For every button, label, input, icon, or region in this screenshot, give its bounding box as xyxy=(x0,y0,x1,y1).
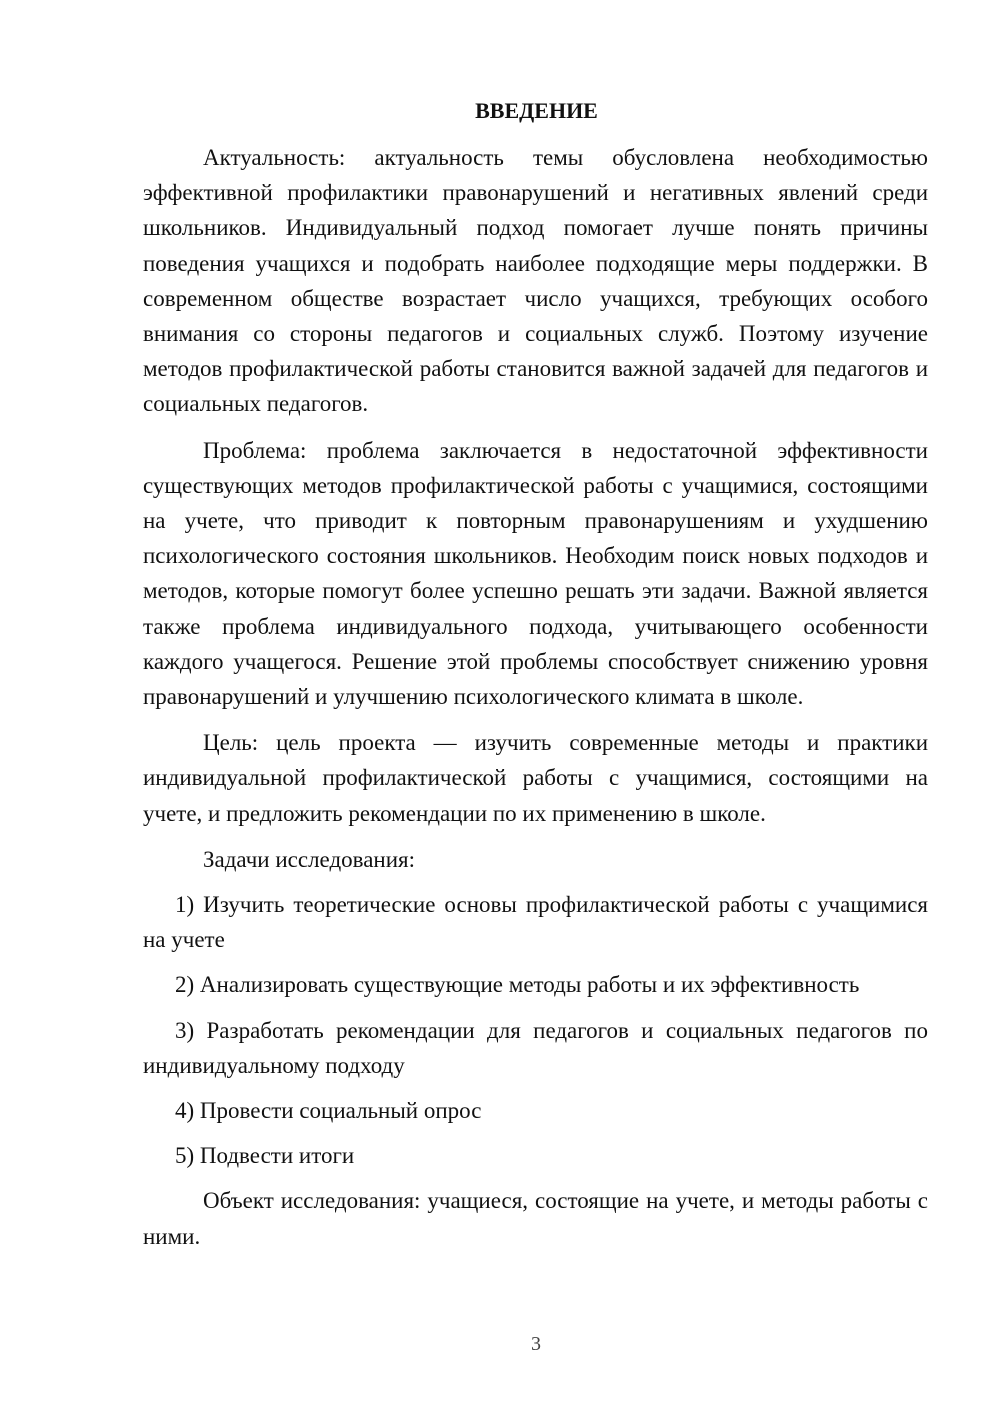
relevance-paragraph: Актуальность: актуальность темы обусловлена необходимостью эффективной профилактики правонарушений и негативных явлений среди школьников. Индивидуальный подход помогает лучше понять причины поведения учащихся и подобрать наиболее подходящие меры поддержки. В современном обществе возрастает число учащихся, требующих особого внимания со стороны педагогов и социальных служб. Поэтому изучение методов профилактической работы становится важной задачей для педагогов и социальных педагогов. xyxy=(143,145,928,417)
object-paragraph: Объект исследования: учащиеся, состоящие на учете, и методы работы с ними. xyxy=(143,1188,928,1249)
task-item: 4) Провести социальный опрос xyxy=(175,1098,482,1124)
problem-paragraph: Проблема: проблема заключается в недостаточной эффективности существующих методов профилактической работы с учащимися, состоящими на учете, что приводит к повторным правонарушениям и ухудшению психологического состояния школьников. Необходим поиск новых подходов и методов, которые помогут более успешно решать эти задачи. Важной является также проблема индивидуального подхода, учитывающего особенности каждого учащегося. Решение этой проблемы способствует снижению уровня правонарушений и улучшению психологического климата в школе. xyxy=(143,437,928,710)
page-number: 3 xyxy=(531,1333,541,1355)
section-heading: ВВЕДЕНИЕ xyxy=(475,98,598,123)
task-item: 1) Изучить теоретические основы профилактической работы с учащимися на учете xyxy=(143,892,928,953)
task-item: 3) Разработать рекомендации для педагогов и социальных педагогов по индивидуальному подходу xyxy=(143,1017,928,1078)
task-item: 5) Подвести итоги xyxy=(175,1143,355,1169)
task-item: 2) Анализировать существующие методы работы и их эффективность xyxy=(175,972,860,998)
goal-paragraph: Цель: цель проекта — изучить современные методы и практики индивидуальной профилактической работы с учащимися, состоящими на учете, и предложить рекомендации по их применению в школе. xyxy=(143,730,928,826)
document-body xyxy=(143,96,928,1265)
tasks-title: Задачи исследования: xyxy=(203,846,416,872)
